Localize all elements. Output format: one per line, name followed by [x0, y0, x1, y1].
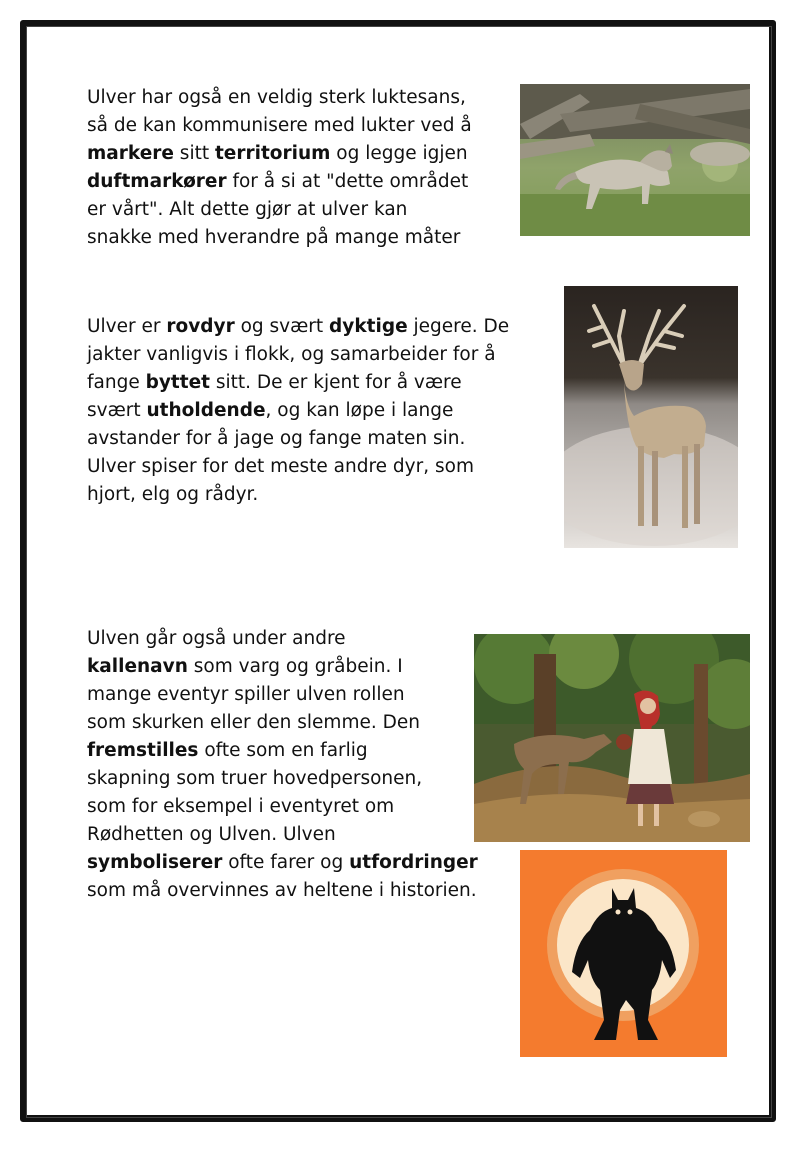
text-run: ofte som en farlig	[198, 740, 368, 761]
text-run: Ulver har også en veldig sterk luktesans,	[87, 87, 466, 108]
text-run: sitt	[173, 143, 215, 164]
text-run: hjort, elg og rådyr.	[87, 484, 259, 505]
text-line	[87, 224, 517, 252]
text-line	[87, 112, 517, 140]
text-line	[87, 877, 517, 905]
keyword: duftmarkører	[87, 171, 227, 192]
text-line	[87, 341, 557, 369]
text-run: som må overvinnes av heltene i historien.	[87, 880, 477, 901]
wolf-photo	[520, 84, 750, 236]
text-line	[87, 453, 557, 481]
text-run: og legge igjen	[330, 143, 468, 164]
text-run: Ulven går også under andre	[87, 628, 346, 649]
keyword: byttet	[145, 372, 210, 393]
text-line	[87, 84, 517, 112]
text-run: som skurken eller den slemme. Den	[87, 712, 420, 733]
text-run: mange eventyr spiller ulven rollen	[87, 684, 405, 705]
text-line	[87, 653, 517, 681]
text-line	[87, 196, 517, 224]
text-run: skapning som truer hovedpersonen,	[87, 768, 423, 789]
text-run: som for eksempel i eventyret om	[87, 796, 395, 817]
text-run: Ulver er	[87, 316, 167, 337]
text-run: for å si at "dette området	[226, 171, 469, 192]
text-run: som varg og gråbein. I	[187, 656, 403, 677]
keyword: fremstilles	[87, 740, 199, 761]
text-run: avstander for å jage og fange maten sin.	[87, 428, 466, 449]
text-line	[87, 849, 517, 877]
text-run: , og kan løpe i lange	[265, 400, 454, 421]
text-line	[87, 168, 517, 196]
text-line	[87, 793, 517, 821]
text-line	[87, 821, 517, 849]
paragraph-smell	[87, 84, 517, 252]
paragraph-predators	[87, 313, 557, 509]
paragraph-nicknames	[87, 625, 517, 905]
text-run: ofte farer og	[222, 852, 350, 873]
red-riding-hood-illustration	[474, 634, 750, 842]
text-run: jakter vanligvis i flokk, og samarbeider for å	[87, 344, 496, 365]
keyword: dyktige	[329, 316, 408, 337]
text-line	[87, 313, 557, 341]
text-run: Rødhetten og Ulven. Ulven	[87, 824, 336, 845]
keyword: rovdyr	[166, 316, 235, 337]
text-run: sitt. De er kjent for å være	[209, 372, 462, 393]
text-line	[87, 709, 517, 737]
text-run: så de kan kommunisere med lukter ved å	[87, 115, 472, 136]
text-line	[87, 737, 517, 765]
text-run: svært	[87, 400, 147, 421]
text-run: fange	[87, 372, 146, 393]
text-run: jegere. De	[407, 316, 510, 337]
text-line	[87, 765, 517, 793]
text-run: snakke med hverandre på mange måter	[87, 227, 461, 248]
keyword: symboliserer	[87, 852, 223, 873]
text-line	[87, 625, 517, 653]
text-run: Ulver spiser for det meste andre dyr, som	[87, 456, 474, 477]
keyword: utfordringer	[349, 852, 478, 873]
text-line	[87, 140, 517, 168]
text-line	[87, 481, 557, 509]
keyword: territorium	[214, 143, 331, 164]
text-run: er vårt". Alt dette gjør at ulver kan	[87, 199, 408, 220]
text-run: og svært	[234, 316, 330, 337]
werewolf-silhouette	[520, 850, 727, 1057]
text-line	[87, 681, 517, 709]
keyword: utholdende	[146, 400, 266, 421]
text-line	[87, 369, 557, 397]
deer-photo	[564, 286, 738, 548]
keyword: kallenavn	[87, 656, 188, 677]
text-line	[87, 397, 557, 425]
text-line	[87, 425, 557, 453]
keyword: markere	[87, 143, 174, 164]
